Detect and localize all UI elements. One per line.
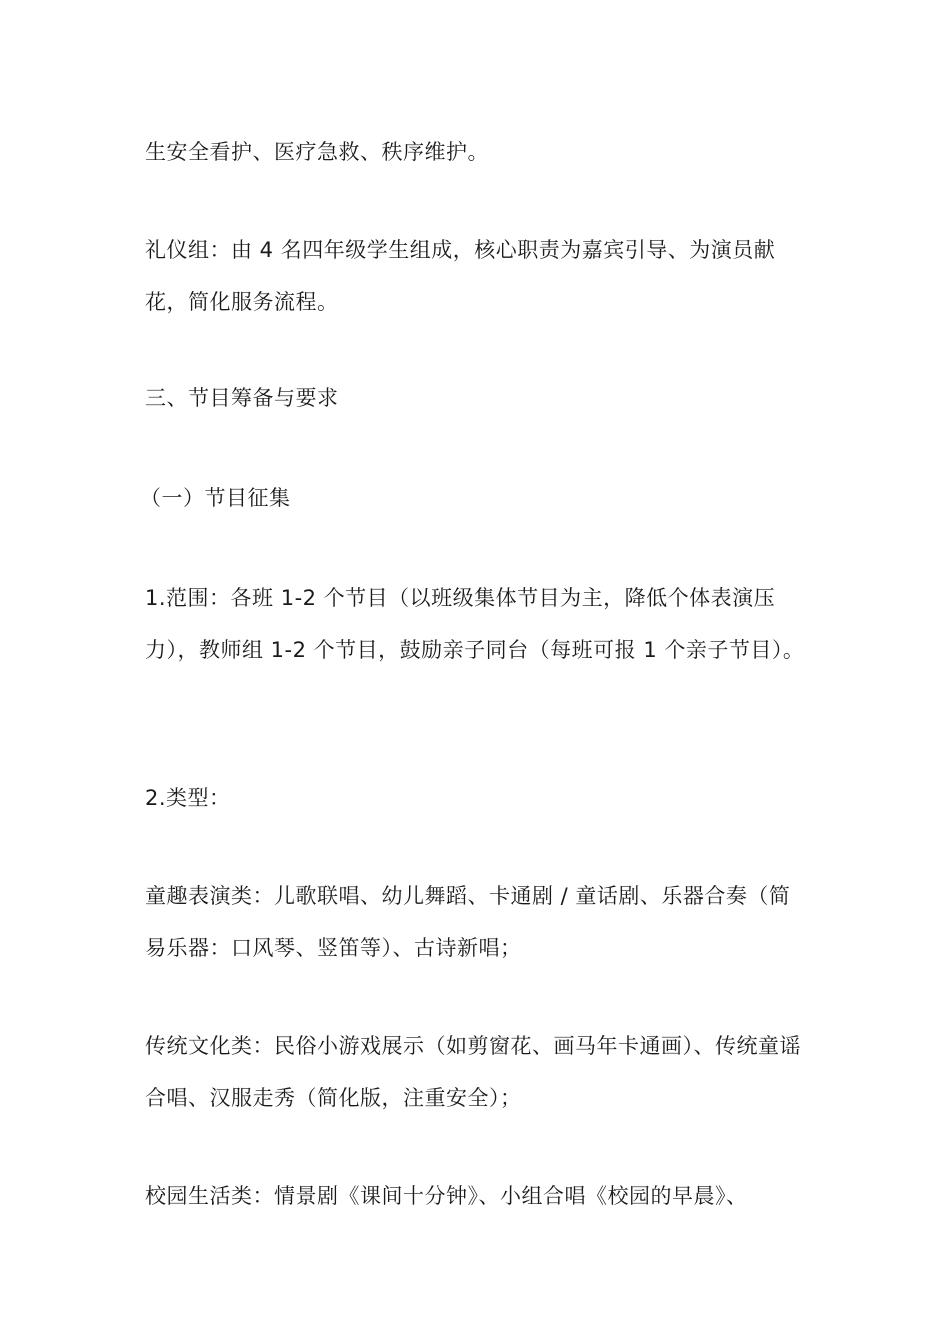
paragraph-fun-performance: 童趣表演类：儿歌联唱、幼儿舞蹈、卡通剧 / 童话剧、乐器合奏（简易乐器：口风琴、竖笛等）、古诗新唱； <box>145 884 791 960</box>
paragraph-traditional-culture: 传统文化类：民俗小游戏展示（如剪窗花、画马年卡通画）、传统童谣合唱、汉服走秀（简化版，注重安全）； <box>145 1034 801 1110</box>
paragraph-types-heading: 2.类型： <box>145 786 231 810</box>
paragraph-etiquette-group: 礼仪组：由 4 名四年级学生组成，核心职责为嘉宾引导、为演员献花，简化服务流程。 <box>145 238 776 314</box>
paragraph-scope: 1.范围：各班 1-2 个节目（以班级集体节目为主，降低个体表演压力），教师组 1-2 个节目，鼓励亲子同台（每班可报 1 个亲子节目）。 <box>145 586 805 662</box>
paragraph-safety-duties: 生安全看护、医疗急救、秩序维护。 <box>145 140 489 164</box>
subsection-heading-program-collection: （一）节目征集 <box>140 486 291 510</box>
paragraph-campus-life: 校园生活类：情景剧《课间十分钟》、小组合唱《校园的早晨》、 <box>145 1184 748 1208</box>
section-heading-program-prep: 三、节目筹备与要求 <box>145 386 339 410</box>
